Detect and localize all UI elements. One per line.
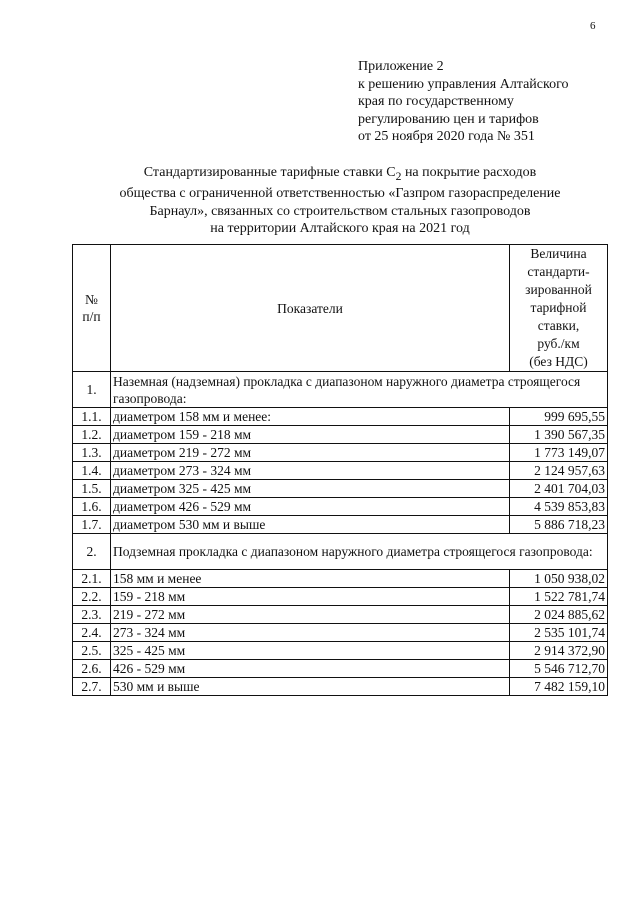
row-value: 5 886 718,23 [510,516,608,534]
row-number: 2.7. [73,678,111,696]
row-number: 2.6. [73,660,111,678]
row-value: 2 535 101,74 [510,624,608,642]
row-number: 1.2. [73,426,111,444]
section-label: Наземная (надземная) прокладка с диапазоном наружного диаметра строящегося газопровода: [111,372,608,408]
section-number: 1. [73,372,111,408]
row-indicator: 219 - 272 мм [111,606,510,624]
table-row [73,516,608,534]
row-number: 2.2. [73,588,111,606]
table-row [73,678,608,696]
row-value: 1 050 938,02 [510,570,608,588]
header-num: № п/п [73,245,111,372]
table-row [73,570,608,588]
row-number: 2.5. [73,642,111,660]
appendix-line: от 25 ноября 2020 года № 351 [358,129,535,144]
title-line-3: Барнаул», связанных со строительством стальных газопроводов [149,203,531,219]
header-indicator: Показатели [111,245,510,372]
row-value: 2 124 957,63 [510,462,608,480]
row-value: 7 482 159,10 [510,678,608,696]
section-row [73,534,608,570]
row-indicator: диаметром 426 - 529 мм [111,498,510,516]
row-indicator: 530 мм и выше [111,678,510,696]
row-value: 2 401 704,03 [510,480,608,498]
title-line-4: на территории Алтайского края на 2021 год [210,221,470,237]
row-indicator: диаметром 325 - 425 мм [111,480,510,498]
title-line-1: Стандартизированные тарифные ставки $С_2$ на покрытие расходов [143,165,537,183]
row-indicator: 325 - 425 мм [111,642,510,660]
table-row [73,606,608,624]
row-number: 1.4. [73,462,111,480]
row-indicator: диаметром 158 мм и менее: [111,408,510,426]
table-row [73,642,608,660]
subscript: 2 [395,169,402,183]
title-line-2: общества с ограниченной ответственностью «Газпром газораспределение [119,186,561,202]
row-indicator: диаметром 530 мм и выше [111,516,510,534]
row-indicator: 158 мм и менее [111,570,510,588]
row-number: 1.3. [73,444,111,462]
section-label: Подземная прокладка с диапазоном наружного диаметра строящегося газопровода: [111,534,608,570]
table-row [73,462,608,480]
table-row [73,588,608,606]
row-value: 1 522 781,74 [510,588,608,606]
row-value: 2 024 885,62 [510,606,608,624]
table-row [73,408,608,426]
row-number: 2.4. [73,624,111,642]
row-number: 1.7. [73,516,111,534]
row-number: 1.1. [73,408,111,426]
row-number: 2.1. [73,570,111,588]
row-value: 5 546 712,70 [510,660,608,678]
row-number: 2.3. [73,606,111,624]
row-number: 1.5. [73,480,111,498]
row-value: 999 695,55 [510,408,608,426]
appendix-block [358,58,569,146]
row-indicator: 426 - 529 мм [111,660,510,678]
appendix-line: регулированию цен и тарифов [358,111,539,127]
appendix-line: Приложение 2 [358,59,444,74]
table-row [73,444,608,462]
section-number: 2. [73,534,111,570]
row-value: 4 539 853,83 [510,498,608,516]
row-value: 1 390 567,35 [510,426,608,444]
tariff-table [72,244,608,696]
row-number: 1.6. [73,498,111,516]
appendix-line: к решению управления Алтайского [358,76,569,92]
row-indicator: диаметром 219 - 272 мм [111,444,510,462]
table-row [73,660,608,678]
table-row [73,480,608,498]
appendix-line: края по государственному [358,94,514,109]
table-row [73,426,608,444]
row-value: 1 773 149,07 [510,444,608,462]
table-row [73,624,608,642]
table-header-row [73,245,608,372]
table-row [73,498,608,516]
row-value: 2 914 372,90 [510,642,608,660]
document-title [70,164,610,238]
row-indicator: диаметром 273 - 324 мм [111,462,510,480]
row-indicator: 273 - 324 мм [111,624,510,642]
row-indicator: 159 - 218 мм [111,588,510,606]
page-number: 6 [590,20,596,32]
row-indicator: диаметром 159 - 218 мм [111,426,510,444]
header-value: Величина стандарти- зированной тарифной ставки, руб./км (без НДС) [510,245,608,372]
section-row [73,372,608,408]
